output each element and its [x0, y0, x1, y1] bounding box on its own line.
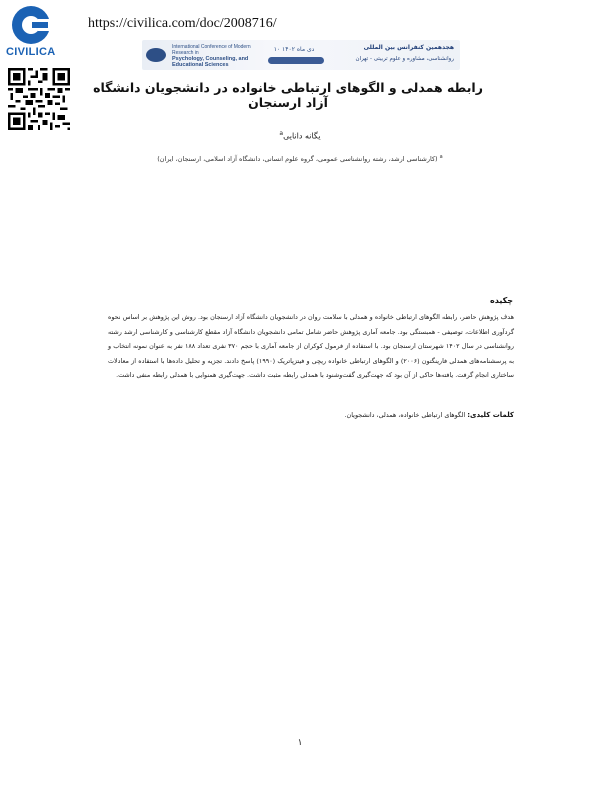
qr-code-icon [8, 68, 70, 130]
civilica-c-icon [12, 6, 50, 44]
civilica-logo[interactable] [4, 6, 60, 56]
banner-english-text [172, 44, 262, 68]
document-url[interactable]: https://civilica.com/doc/2008716/ [88, 16, 277, 31]
banner-fa-line2: روانشناسی، مشاوره و علوم تربیتی - تهران [355, 56, 454, 62]
banner-date-pill [268, 57, 324, 64]
conference-banner [142, 40, 460, 70]
logo-text: CIVILICA [6, 46, 56, 58]
abstract-body: هدف پژوهش حاضر، رابطه الگوهای ارتباطی خانواده و همدلی با سلامت روان در دانشجویان دانشگاه آزاد ارسنجان بود. روش این پژوهش بر اساس نحوه گردآوری اطلاعات، توصیفی - همبستگی بود. جامعه آماری پژوهش حاضر شامل تمامی دانشجویان دانشگاه آزاد مقطع کارشناسی و کارشناسی ارشد رشته روانشناسی در سال ۱۴۰۲ شهرستان ارسنجان بود. با استفاده از فرمول کوکران از جامعه آماری با حجم ۳۷۰ نفری تعداد ۱۸۸ نفر به عنوان نمونه انتخاب و به پرسشنامه‌های همدلی فارینگتون (۲۰۰۶) و الگوهای ارتباطی خانواده ریچی و فیتزپاتریک (۱۹۹۰) پاسخ دادند. تجزیه و تحلیل داده‌ها با استفاده از معادلات ساختاری انجام گرفت. یافته‌ها حاکی از آن بود که جهت‌گیری گفت‌وشنود با همدلی رابطه مثبت داشت. جهت‌گیری همنوایی با همدلی رابطه منفی داشت. [108, 313, 514, 380]
banner-en-line2: Psychology, Counseling, and Educational Sciences [172, 56, 249, 68]
abstract-heading: چکیده [489, 296, 513, 305]
conference-logo-icon [146, 48, 166, 62]
page-number: ۱ [297, 738, 303, 748]
keywords-label: کلمات کلیدی: [467, 411, 514, 419]
author-mark: a [279, 130, 284, 137]
keywords [108, 411, 514, 419]
banner-fa-line1: هجدهمین کنفرانس بین المللی [363, 44, 454, 51]
paper-title: رابطه همدلی و الگوهای ارتباطی خانواده در دانشجویان دانشگاه آزاد ارسنجان [93, 80, 483, 110]
keywords-list: الگوهای ارتباطی خانواده، همدلی، دانشجویان. [344, 411, 466, 419]
affiliation [120, 154, 480, 163]
banner-date: ۱۰ دی ماه ۱۴۰۲ [273, 46, 315, 53]
author-line [200, 130, 400, 141]
affiliation-mark: a [439, 154, 443, 160]
banner-en-line1: International Conference of Modern Research in [172, 44, 251, 56]
author-name: یگانه دانایی [283, 131, 321, 141]
affiliation-text: (کارشناسی ارشد، رشته روانشناسی عمومی، گروه علوم انسانی، دانشگاه آزاد اسلامی، ارسنجان، ایران) [157, 155, 438, 164]
